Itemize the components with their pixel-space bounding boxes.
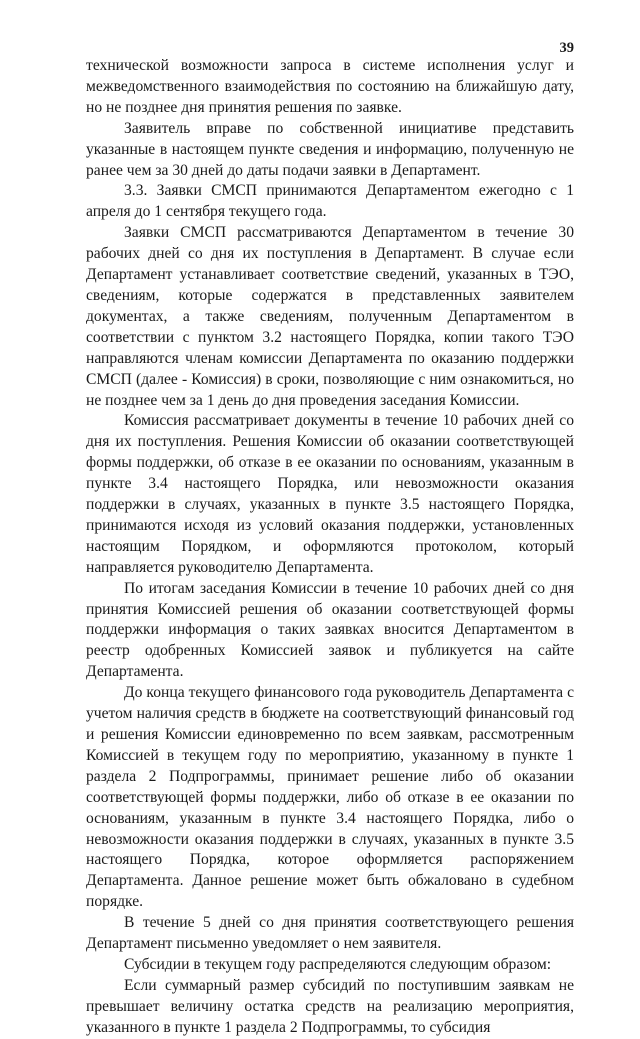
paragraph-applicant-initiative: Заявитель вправе по собственной инициативе представить указанные в настоящем пункте сведения и информацию, полученную не ранее чем за 30 дней до даты подачи заявки в Департамент. (86, 119, 574, 179)
paragraph-review-period: Заявки СМСП рассматриваются Департаментом в течение 30 рабочих дней со дня их поступления в Департамент. В случае если Департамент устанавливает соответствие сведений, указанных в ТЭО, сведениям, которые содержатся в представленных заявителем документах, а также сведениям, полученным Департаментом в соответствии с пунктом 3.2 настоящего Порядка, копии такого ТЭО направляются членам комиссии Департамента по оказанию поддержки СМСП (далее - Комиссия) в сроки, позволяющие с ним ознакомиться, но не позднее чем за 1 день до дня проведения заседания Комиссии. (86, 224, 574, 409)
paragraph-continuation: технической возможности запроса в системе исполнения услуг и межведомственного взаимодействия по состоянию на ближайшую дату, но не позднее дня принятия решения по заявке. (86, 57, 574, 116)
paragraph-registry-publication: По итогам заседания Комиссии в течение 10 рабочих дней со дня принятия Комиссией решения об оказании соответствующей формы поддержки информация о таких заявках вносится Департаментом в реестр одобренных Комиссией заявок и публикуется на сайте Департамента. (86, 579, 574, 681)
paragraph-applicant-notification: В течение 5 дней со дня принятия соответствующего решения Департамент письменно уведомляет о нем заявителя. (86, 914, 574, 953)
document-body (86, 56, 574, 1039)
paragraph-subsidy-distribution: Субсидии в текущем году распределяются следующим образом: (124, 955, 552, 973)
paragraph-director-decision: До конца текущего финансового года руководитель Департамента с учетом наличия средств в бюджете на соответствующий финансовый год и решения Комиссии единовременно по всем заявкам, рассмотренным Комиссией в текущем году по мероприятию, указанному в пункте 1 раздела 2 Подпрограммы, принимает решение либо об оказании соответствующей формы поддержки, либо об отказе в ее оказании по основаниям, указанным в пункте 3.4 настоящего Порядка, либо о невозможности оказания поддержки в случаях, указанных в пункте 3.5 настоящего Порядка, которое оформляется распоряжением Департамента. Данное решение может быть обжаловано в судебном порядке. (86, 684, 574, 911)
page-number: 39 (559, 40, 574, 56)
paragraph-3-3-acceptance-period: 3.3. Заявки СМСП принимаются Департаментом ежегодно с 1 апреля до 1 сентября текущего года. (86, 182, 574, 221)
paragraph-subsidy-condition: Если суммарный размер субсидий по поступившим заявкам не превышает величину остатка средств на реализацию мероприятия, указанного в пункте 1 раздела 2 Подпрограммы, то субсидия (86, 976, 574, 1036)
paragraph-commission-review: Комиссия рассматривает документы в течение 10 рабочих дней со дня их поступления. Решения Комиссии об оказании соответствующей формы поддержки, об отказе в ее оказании по основаниям, указанным в пункте 3.4 настоящего Порядка, или невозможности оказания поддержки в случаях, указанных в пункте 3.5 настоящего Порядка, принимаются исходя из условий оказания поддержки, установленных настоящим Порядком, и оформляются протоколом, который направляется руководителю Департамента. (86, 412, 574, 576)
